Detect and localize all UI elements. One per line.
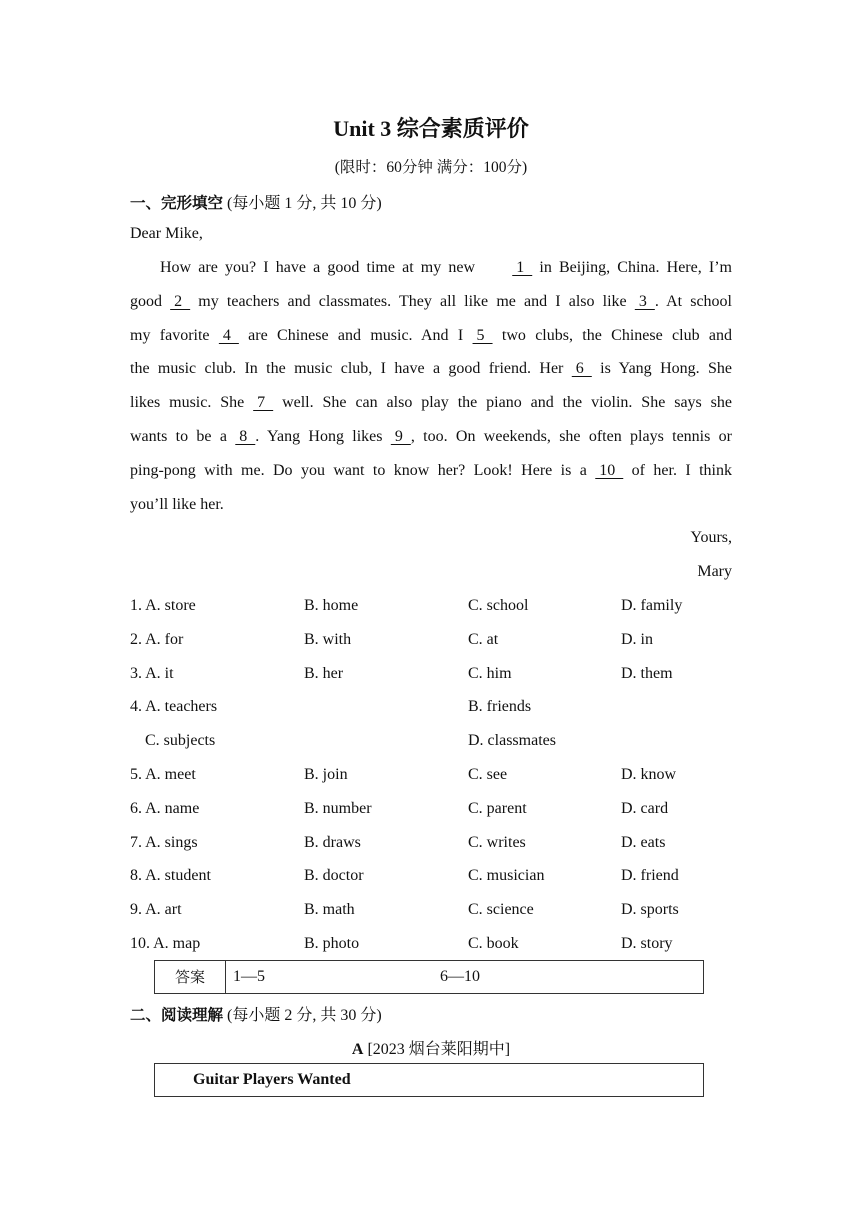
passage-title-box: Guitar Players Wanted [154, 1063, 704, 1097]
section-note: (每小题 1 分, 共 10 分) [227, 195, 382, 212]
option-choice: C. see [468, 766, 508, 783]
option-choice: B. doctor [304, 867, 364, 885]
option-choice: D. eats [621, 833, 666, 851]
blank-number: 7 [253, 394, 274, 412]
option-row [130, 826, 732, 860]
option-row [130, 690, 732, 724]
letter-line [130, 454, 732, 488]
letter-line [130, 420, 732, 454]
letter-greeting: Dear Mike, [130, 225, 203, 242]
letter-text: the music club. In the music club, I have a good friend. Her [130, 360, 572, 378]
blank-number: 2 [170, 292, 191, 310]
option-choice: 2. A. for [130, 630, 184, 648]
section-note: (每小题 2 分, 共 30 分) [227, 1007, 382, 1024]
option-choice: 8. A. student [130, 867, 211, 885]
answer-table [154, 960, 704, 994]
option-row [130, 927, 732, 961]
blank-number: 10 [595, 461, 624, 479]
option-choice: D. know [621, 766, 677, 783]
answer-range-1: 1—5 [233, 968, 265, 985]
letter-text: in Beijing, China. Here, I’m [532, 259, 732, 276]
option-choice: C. at [468, 630, 499, 648]
section-reading-heading [130, 1002, 382, 1025]
option-row [130, 792, 732, 826]
option-choice: C. parent [468, 799, 527, 817]
page-title: Unit 3 综合素质评价 [333, 116, 529, 141]
option-row [130, 893, 732, 927]
option-choice: B. photo [304, 935, 360, 952]
letter-text: . At school [654, 292, 733, 310]
option-row [130, 657, 732, 691]
letter-text: ping-pong with me. Do you want to know her? Look! Here is a [130, 461, 596, 479]
option-choice: B. math [304, 901, 355, 919]
letter-line [130, 488, 732, 522]
option-choice: B. with [304, 630, 352, 648]
letter-line [130, 386, 732, 420]
letter-signature: Mary [697, 563, 732, 580]
option-choice: C. book [468, 935, 519, 952]
option-choice: C. writes [468, 833, 526, 851]
option-choice: 3. A. it [130, 664, 174, 682]
option-choice: B. number [304, 799, 372, 817]
option-choice: 10. A. map [130, 935, 201, 952]
letter-line [130, 319, 732, 353]
option-row [130, 859, 732, 893]
option-choice: 5. A. meet [130, 766, 196, 783]
option-choice: 7. A. sings [130, 833, 198, 851]
option-row [130, 589, 732, 623]
answer-label: 答案 [155, 961, 226, 993]
letter-text: good [130, 292, 171, 310]
option-choice: B. draws [304, 833, 361, 851]
letter-line [130, 251, 732, 285]
blank-number: 9 [390, 428, 411, 445]
passage-source-text: [2023 烟台莱阳期中] [367, 1041, 511, 1058]
option-choice: 1. A. store [130, 597, 196, 614]
passage-label: A [351, 1041, 364, 1058]
letter-closing: Yours, [690, 529, 732, 546]
section-cloze-heading [130, 190, 382, 213]
letter-line [130, 285, 732, 319]
letter-text: my teachers and classmates. They all like me and I also like [190, 292, 635, 310]
blank-number: 1 [512, 259, 533, 276]
option-row [130, 724, 732, 758]
section-title: 二、阅读理解 [130, 1006, 224, 1024]
passage-source [130, 1036, 732, 1059]
letter-line [130, 352, 732, 386]
letter-text: two clubs, the Chinese club and [492, 326, 733, 344]
blank-number: 3 [634, 292, 655, 310]
option-choice: C. him [468, 664, 512, 682]
letter-text: How are you? I have a good time at my new [160, 259, 483, 276]
option-choice: D. family [621, 597, 683, 614]
letter-text: , too. On weekends, she often plays tennis or [410, 428, 733, 445]
letter-text: of her. I think [623, 461, 733, 479]
option-choice: 9. A. art [130, 901, 182, 919]
blank-number: 5 [472, 326, 493, 344]
letter-text: my favorite [130, 326, 219, 344]
option-choice: 4. A. teachers [130, 698, 218, 716]
option-choice: C. musician [468, 867, 545, 885]
option-choice: C. school [468, 597, 529, 614]
time-score-note: (限时：60分钟 满分：100分) [334, 159, 528, 176]
option-choice: B. home [304, 597, 359, 614]
option-choice: D. friend [621, 867, 679, 885]
option-row [130, 623, 732, 657]
option-choice: D. sports [621, 901, 679, 919]
letter-text: wants to be a [130, 428, 236, 445]
letter-text: . Yang Hong likes [255, 428, 391, 445]
option-choice: B. join [304, 766, 348, 783]
option-choice: C. subjects [145, 732, 216, 750]
letter-text: you’ll like her. [130, 495, 224, 513]
answer-range-2: 6—10 [440, 968, 480, 985]
option-choice: D. classmates [468, 732, 556, 750]
section-title: 一、完形填空 [130, 194, 224, 212]
letter-text: likes music. She [130, 394, 254, 412]
option-choice: D. in [621, 630, 653, 648]
option-choice: B. her [304, 664, 344, 682]
blank-number: 8 [235, 428, 256, 445]
letter-text: is Yang Hong. She [591, 360, 733, 378]
option-choice: C. science [468, 901, 534, 919]
option-choice: B. friends [468, 698, 532, 716]
letter-text: are Chinese and music. And I [238, 326, 473, 344]
blank-number: 4 [218, 326, 239, 344]
option-row [130, 758, 732, 792]
blank-number: 6 [571, 360, 592, 378]
option-choice: D. them [621, 664, 673, 682]
option-choice: 6. A. name [130, 799, 200, 817]
letter-text: well. She can also play the piano and the violin. She says she [273, 394, 733, 412]
option-choice: D. card [621, 799, 669, 817]
option-choice: D. story [621, 935, 673, 952]
